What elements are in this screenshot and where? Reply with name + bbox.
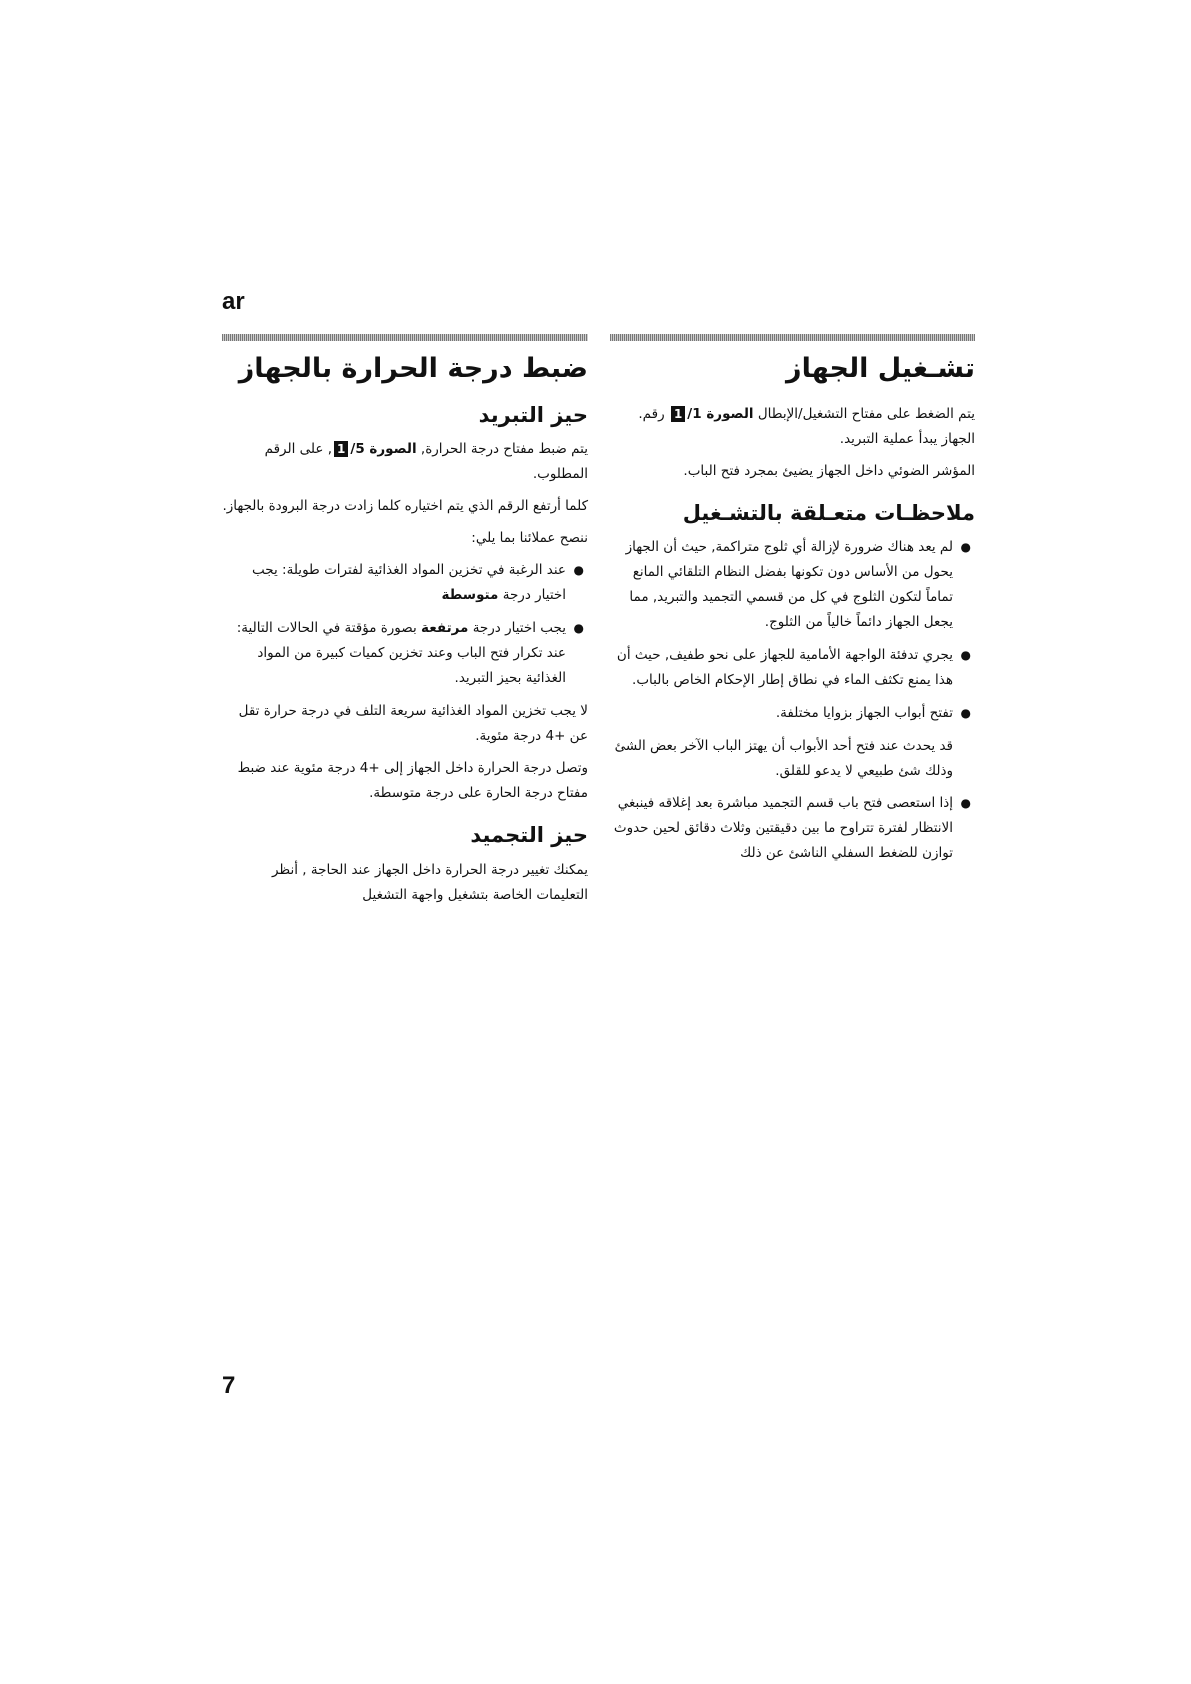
list-item xyxy=(610,535,971,635)
bullet-icon: ● xyxy=(960,648,971,663)
list-item xyxy=(610,701,971,726)
paragraph-temperature-info: وتصل درجة الحرارة داخل الجهاز إلى +4 درجة مئوية عند ضبط مفتاح درجة الحارة على درجة متوسطة. xyxy=(237,760,588,802)
section-title-operation: تشـغيل الجهاز xyxy=(786,353,975,384)
bullet-icon: ● xyxy=(960,540,971,555)
list-item xyxy=(222,558,584,608)
text-segment: رقم. الجهاز يبدأ عملية التبريد. xyxy=(638,406,975,448)
paragraph-recommendations: ننصح عملائنا بما يلي: xyxy=(471,530,588,547)
list-item-text: إذا استعصى فتح باب قسم التجميد مباشرة بعد إغلاقه فينبغي الانتظار لفترة تتراوح ما بين دقيقتين وثلاث دقائق لحين حدوث توازن للضغط السفلي الناشئ عن ذلك xyxy=(613,795,953,862)
notes-list xyxy=(610,535,975,726)
list-item-text: لم يعد هناك ضرورة لإزالة أي ثلوج متراكمة, حيث أن الجهاز يحول من الأساس دون تكونها بفضل النظام التلقائي المانع تماماً لتكون الثلوج في كل من قسمي التجميد والتبريد, مما يجعل الجهاز دائماً خالياً من الثلوج. xyxy=(625,539,953,631)
page-number: 7 xyxy=(222,1372,236,1399)
section-divider xyxy=(222,334,588,341)
figure-number-badge: 1 xyxy=(334,441,348,457)
bullet-icon: ● xyxy=(573,563,584,578)
paragraph-freezer-setting: يمكنك تغيير درجة الحرارة داخل الجهاز عند الحاجة , أنظر التعليمات الخاصة بتشغيل واجهة التشغيل xyxy=(271,861,588,903)
paragraph-light-indicator: المؤشر الضوئي داخل الجهاز يضيئ بمجرد فتح الباب. xyxy=(683,463,975,480)
subheading-cooling: حيز التبريد xyxy=(478,403,588,428)
text-segment: يتم ضبط مفتاح درجة الحرارة, xyxy=(416,441,588,458)
figure-number-badge: 1 xyxy=(671,406,685,422)
list-item-text: بصورة مؤقتة في الحالات التالية: xyxy=(236,620,422,637)
paragraph-storage-warning: لا يجب تخزين المواد الغذائية سريعة التلف في درجة حرارة تقل عن +4 درجة مئوية. xyxy=(238,703,588,745)
list-item-text: يجب اختيار درجة xyxy=(468,620,566,637)
bullet-icon: ● xyxy=(960,706,971,721)
bullet-icon: ● xyxy=(960,796,971,811)
notes-list xyxy=(610,791,975,866)
paragraph-higher-number: كلما أرتفع الرقم الذي يتم اختياره كلما زادت درجة البرودة بالجهاز. xyxy=(222,498,588,515)
text-segment: , على الرقم المطلوب. xyxy=(264,441,588,483)
left-column xyxy=(222,334,588,915)
list-item-subtext: عند تكرار فتح الباب وعند تخزين كميات كبيرة من المواد الغذائية بحيز التبريد. xyxy=(257,645,566,687)
bullet-icon: ● xyxy=(573,621,584,636)
language-code: ar xyxy=(222,288,245,315)
list-item xyxy=(222,616,584,691)
section-divider xyxy=(610,334,975,341)
right-column xyxy=(610,334,975,874)
text-segment: يتم الضغط على مفتاح التشغيل/الإبطال xyxy=(753,406,975,423)
subheading-freezing: حيز التجميد xyxy=(470,823,588,848)
figure-reference: الصورة 1/ xyxy=(687,406,754,423)
paragraph-set-dial xyxy=(222,437,588,487)
paragraph-door-note: قد يحدث عند فتح أحد الأبواب أن يهتز الباب الآخر بعض الشئ وذلك شئ طبيعي لا يدعو للقلق. xyxy=(614,738,953,780)
figure-reference: الصورة 5/ xyxy=(350,441,417,458)
list-item-text: تفتح أبواب الجهاز بزوايا مختلفة. xyxy=(775,705,953,722)
notes-heading: ملاحظـات متعـلقة بالتشـغيل xyxy=(682,501,975,526)
recommendations-list xyxy=(222,558,588,691)
emphasis-text: متوسطة xyxy=(441,587,499,604)
list-item-text: عند الرغبة في تخزين المواد الغذائية لفترات طويلة: يجب اختيار درجة xyxy=(252,562,566,604)
section-title-temperature: ضبط درجة الحرارة بالجهاز xyxy=(238,353,588,384)
list-item xyxy=(610,643,971,693)
paragraph-power-on xyxy=(610,402,975,452)
emphasis-text: مرتفعة xyxy=(421,620,469,637)
list-item-text: يجري تدفئة الواجهة الأمامية للجهاز على نحو طفيف, حيث أن هذا يمنع تكثف الماء في نطاق إطار الإحكام الخاص بالباب. xyxy=(616,647,953,689)
list-item xyxy=(610,791,971,866)
